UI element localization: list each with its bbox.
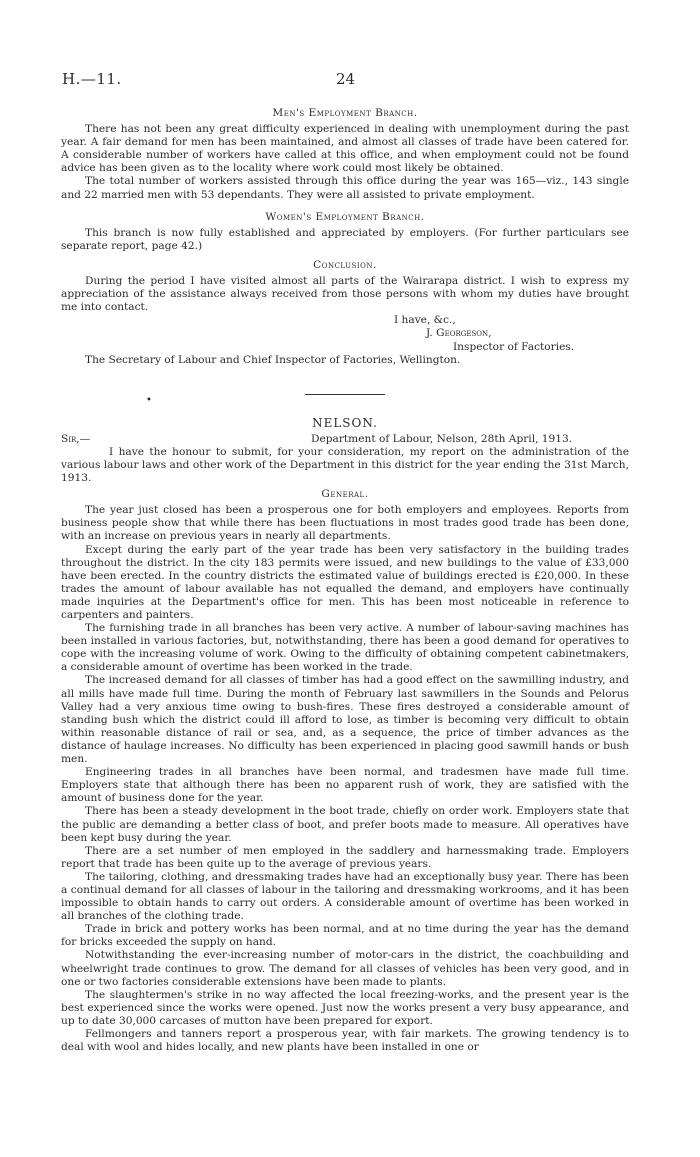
- paragraph: The increased demand for all classes of timber has had a good effect on the sawmilling industry, and all mills have made full time. During the month of February last sawmillers in the Sounds and Pelorus Valley had a very anxious time owing to bush-fires. These fires destroyed a considerable amount of standing bush which the district could ill afford to lose, as timber is becoming very difficult to obtain within reasonable distance of rail or sea, and, as a sequence, the price of timber advances as the distance of haulage increases. No difficulty has been experienced in placing good sawmill hands or bush men.: [61, 674, 629, 766]
- document-body: [61, 105, 629, 1054]
- section-heading-general: General.: [321, 488, 369, 501]
- signatory-name: J. Georgeson,: [426, 327, 492, 340]
- section-divider: [305, 394, 385, 395]
- paragraph: There has not been any great difficulty experienced in dealing with unemployment during the past year. A fair demand for men has been maintained, and almost all classes of trade have been catered for. A considerable number of workers have called at this office, and when employment could not be found advice has been given as to the locality where work could most likely be obtained.: [61, 123, 629, 175]
- dateline: Department of Labour, Nelson, 28th April, 1913.: [311, 432, 573, 445]
- signature-block: [61, 314, 629, 353]
- page-number: 24: [336, 70, 356, 88]
- addressee-line: The Secretary of Labour and Chief Inspector of Factories, Wellington.: [85, 353, 461, 366]
- signatory-title: Inspector of Factories.: [453, 340, 575, 353]
- paragraph: During the period I have visited almost all parts of the Wairarapa district. I wish to express my appreciation of the assistance always received from those persons with whom my duties have brought me into contact.: [61, 275, 629, 314]
- salutation: Sir,—: [61, 432, 91, 445]
- paragraph: The year just closed has been a prosperous one for both employers and employees. Reports from business people show that while there has been fluctuations in most trades good trade has been done, with an increase on previous years in nearly all departments.: [61, 504, 629, 543]
- paragraph: Notwithstanding the ever-increasing number of motor-cars in the district, the coachbuilding and wheelwright trade continues to grow. The demand for all classes of vehicles has been very good, and in one or two factories considerable extensions have been made to plants.: [61, 949, 629, 988]
- section-heading-womens-branch: Women's Employment Branch.: [265, 210, 425, 223]
- closing-line: I have, &c.,: [394, 314, 456, 327]
- paragraph: Engineering trades in all branches have been normal, and tradesmen have made full time. Employers state that although there has been no apparent rush of work, they are satisfied with the amount of business done for the year.: [61, 766, 629, 805]
- paragraph: There has been a steady development in the boot trade, chiefly on order work. Employers state that the public are demanding a better class of boot, and prefer boots made to measure. All operatives have been kept busy during the year.: [61, 805, 629, 844]
- paragraph: The tailoring, clothing, and dressmaking trades have had an exceptionally busy year. There has been a continual demand for all classes of labour in the tailoring and dressmaking workrooms, and it has been impossible to obtain hands to carry out orders. A considerable amount of overtime has been worked in all branches of the clothing trade.: [61, 870, 629, 923]
- paragraph: Trade in brick and pottery works has been normal, and at no time during the year has the demand for bricks exceeded the supply on hand.: [61, 923, 629, 949]
- paragraph: The total number of workers assisted through this office during the year was 165—viz., 143 single and 22 married men with 53 dependants. They were all assisted to private employment.: [61, 175, 629, 201]
- paragraph: Except during the early part of the year trade has been very satisfactory in the building trades throughout the district. In the city 183 permits were issued, and new buildings to the value of £33,000 have been erected. In the country districts the estimated value of buildings erected is £20,000. In these trades the amount of labour available has not equalled the demand, and employers have continually made inquiries at the Department's office for men. This has been most noticeable in reference to carpenters and painters.: [61, 543, 629, 621]
- bullet-mark: •: [146, 395, 152, 406]
- paragraph: There are a set number of men employed in the saddlery and harnessmaking trade. Employers report that trade has been quite up to the average of previous years.: [61, 844, 629, 870]
- paragraph: This branch is now fully established and appreciated by employers. (For further particulars see separate report, page 42.): [61, 226, 629, 252]
- report-reference: H.—11.: [62, 70, 122, 88]
- district-title: NELSON.: [312, 415, 378, 430]
- paragraph: Fellmongers and tanners report a prosperous year, with fair markets. The growing tendency is to deal with wool and hides locally, and new plants have been installed in one or: [61, 1028, 629, 1054]
- paragraph: The furnishing trade in all branches has been very active. A number of labour-saving machines has been installed in various factories, but, notwithstanding, there has been a good demand for operatives to cope with the increasing volume of work. Owing to the difficulty of obtaining competent cabinetmakers, a considerable amount of overtime has been worked in the trade.: [61, 622, 629, 674]
- salutation-line: [61, 433, 629, 446]
- section-heading-conclusion: Conclusion.: [313, 258, 377, 271]
- paragraph: The slaughtermen's strike in no way affected the local freezing-works, and the present year is the best experienced since the works were opened. Just now the works present a very busy appearance, and up to date 30,000 carcases of mutton have been prepared for export.: [61, 988, 629, 1027]
- intro-paragraph: I have the honour to submit, for your consideration, my report on the administration of the various labour laws and other work of the Department in this district for the year ending the 31st March, 1913.: [61, 445, 629, 485]
- section-heading-mens-branch: Men's Employment Branch.: [272, 107, 418, 119]
